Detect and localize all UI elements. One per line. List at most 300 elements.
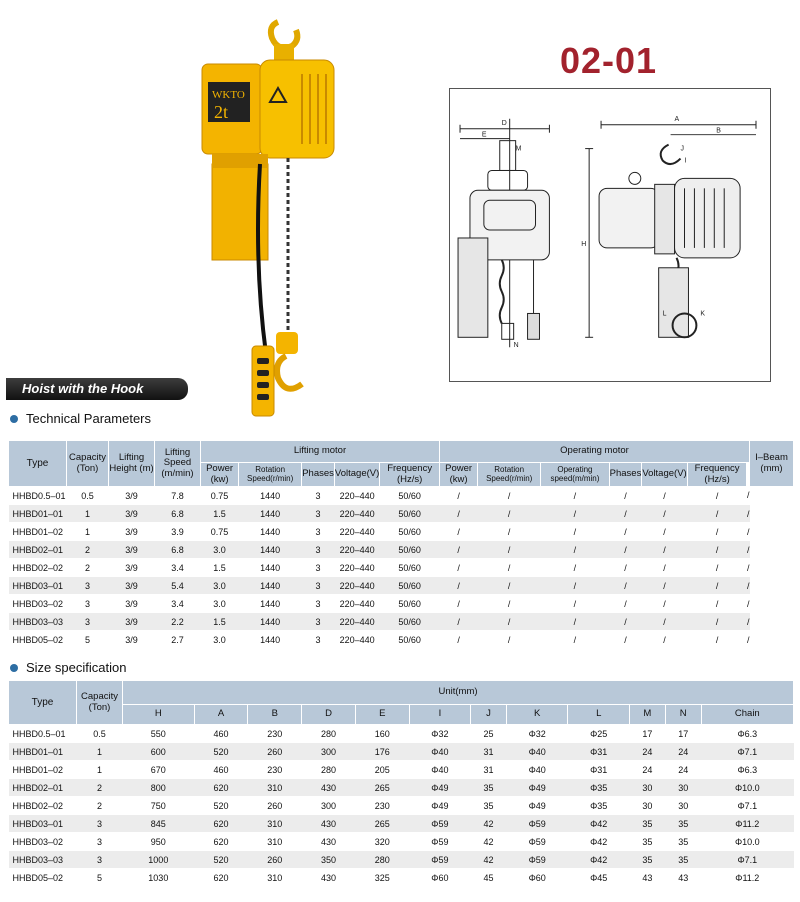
table-cell: Φ7.1 xyxy=(701,851,793,869)
table-cell: 310 xyxy=(248,833,302,851)
col-unit: Unit(mm) xyxy=(123,681,794,705)
table-row xyxy=(9,851,794,869)
table-cell: 265 xyxy=(355,779,409,797)
table-cell: 1030 xyxy=(123,869,195,887)
table-cell: Φ40 xyxy=(506,743,568,761)
table-row xyxy=(9,541,794,559)
table-cell: / xyxy=(642,487,687,505)
table-cell: 350 xyxy=(302,851,356,869)
table-cell: / xyxy=(541,613,609,631)
table-cell: / xyxy=(642,559,687,577)
col-lm-frequency: Frequency (Hz/s) xyxy=(380,463,440,487)
table-cell: 260 xyxy=(248,797,302,815)
bullet-icon xyxy=(10,664,18,672)
table-cell: / xyxy=(747,577,750,595)
table-cell: 30 xyxy=(629,797,665,815)
table-cell: 220–440 xyxy=(334,595,379,613)
table-cell: 0.5 xyxy=(67,487,109,505)
table-cell: HHBD02–01 xyxy=(9,541,67,559)
table-cell: 24 xyxy=(665,761,701,779)
table-cell: / xyxy=(687,487,747,505)
table-cell: 3.9 xyxy=(155,523,201,541)
col-om-power: Power (kw) xyxy=(440,463,478,487)
hoist-product-photo xyxy=(190,14,340,424)
table-cell: / xyxy=(609,631,642,649)
table-cell: / xyxy=(687,613,747,631)
table-cell: 1 xyxy=(67,523,109,541)
table-cell: / xyxy=(440,487,478,505)
table-cell: 2.7 xyxy=(155,631,201,649)
table-cell: / xyxy=(642,631,687,649)
col-capacity: Capacity (Ton) xyxy=(67,441,109,487)
col-dimension: B xyxy=(248,705,302,725)
table-cell: / xyxy=(747,595,750,613)
table-cell: / xyxy=(541,505,609,523)
table-cell: 430 xyxy=(302,779,356,797)
table-cell: 1440 xyxy=(239,541,302,559)
table-cell: / xyxy=(541,631,609,649)
table-cell: 220–440 xyxy=(334,577,379,595)
table-cell: / xyxy=(687,577,747,595)
table-cell: / xyxy=(440,523,478,541)
col-lifting-height: Lifting Height (m) xyxy=(109,441,155,487)
table-cell: Φ40 xyxy=(409,743,471,761)
table-cell: 1 xyxy=(77,761,123,779)
table-cell: 3 xyxy=(67,577,109,595)
col-dimension: K xyxy=(506,705,568,725)
table-cell: 1440 xyxy=(239,577,302,595)
table-cell: 620 xyxy=(194,779,248,797)
table-cell: Φ35 xyxy=(568,797,630,815)
table-cell: Φ49 xyxy=(506,779,568,797)
table-cell: 230 xyxy=(248,725,302,743)
col-lm-voltage: Voltage(V) xyxy=(334,463,379,487)
table-cell: 50/60 xyxy=(380,631,440,649)
table-cell: 50/60 xyxy=(380,559,440,577)
table-cell: HHBD03–02 xyxy=(9,833,77,851)
table-cell: 30 xyxy=(665,797,701,815)
col-lm-power: Power (kw) xyxy=(201,463,239,487)
table-cell: 17 xyxy=(629,725,665,743)
table-cell: HHBD03–03 xyxy=(9,613,67,631)
table-cell: Φ32 xyxy=(506,725,568,743)
table-cell: 50/60 xyxy=(380,595,440,613)
table-cell: 230 xyxy=(248,761,302,779)
capacity-label: 2t xyxy=(214,102,229,122)
table-cell: 35 xyxy=(665,833,701,851)
table-cell: / xyxy=(541,577,609,595)
label-n: N xyxy=(513,342,519,350)
table-cell: 520 xyxy=(194,851,248,869)
table-cell: 1440 xyxy=(239,613,302,631)
table-cell: 260 xyxy=(248,743,302,761)
table-cell: 300 xyxy=(302,797,356,815)
table-cell: 3 xyxy=(302,505,335,523)
table-cell: 3 xyxy=(302,523,335,541)
table-cell: Φ7.1 xyxy=(701,797,793,815)
table-cell: HHBD05–02 xyxy=(9,869,77,887)
table-cell: 2 xyxy=(77,797,123,815)
table-cell: / xyxy=(747,541,750,559)
table-cell: / xyxy=(541,487,609,505)
table-cell: 750 xyxy=(123,797,195,815)
table-cell: Φ59 xyxy=(506,815,568,833)
col-dimension: N xyxy=(665,705,701,725)
col-dimension: L xyxy=(568,705,630,725)
table-cell: Φ25 xyxy=(568,725,630,743)
table-cell: 42 xyxy=(471,815,507,833)
table-cell: 1000 xyxy=(123,851,195,869)
table-cell: 30 xyxy=(629,779,665,797)
table-cell: 42 xyxy=(471,833,507,851)
table-cell: 160 xyxy=(355,725,409,743)
table-cell: Φ10.0 xyxy=(701,833,793,851)
col-lm-rotation: Rotation Speed(r/min) xyxy=(239,463,302,487)
table-cell: 24 xyxy=(629,761,665,779)
table-cell: 50/60 xyxy=(380,577,440,595)
table-cell: / xyxy=(642,505,687,523)
section-banner-label: Hoist with the Hook xyxy=(22,381,144,396)
table-cell: 430 xyxy=(302,815,356,833)
table-cell: 5 xyxy=(67,631,109,649)
table-cell: 50/60 xyxy=(380,613,440,631)
table-cell: 25 xyxy=(471,725,507,743)
table-cell: 3 xyxy=(302,559,335,577)
table-cell: 220–440 xyxy=(334,487,379,505)
table-cell: 3.0 xyxy=(201,595,239,613)
col-dimension: E xyxy=(355,705,409,725)
table-row xyxy=(9,577,794,595)
table-cell: / xyxy=(478,559,541,577)
table-cell: HHBD0.5–01 xyxy=(9,725,77,743)
table-cell: / xyxy=(747,631,750,649)
table-cell: 5 xyxy=(77,869,123,887)
technical-parameters-table xyxy=(8,440,794,649)
size-specification-heading xyxy=(10,660,126,675)
table-row xyxy=(9,779,794,797)
table-cell: 0.75 xyxy=(201,487,239,505)
table-cell: 550 xyxy=(123,725,195,743)
table-cell: 3 xyxy=(77,851,123,869)
table-cell: Φ49 xyxy=(409,779,471,797)
table-cell: 3/9 xyxy=(109,541,155,559)
table-cell: 3 xyxy=(67,613,109,631)
model-code-title: 02-01 xyxy=(560,40,658,81)
table-cell: HHBD01–01 xyxy=(9,505,67,523)
table-cell: / xyxy=(478,523,541,541)
table-cell: 3/9 xyxy=(109,505,155,523)
col-dimension: I xyxy=(409,705,471,725)
table-cell: 3/9 xyxy=(109,631,155,649)
technical-parameters-heading xyxy=(10,411,151,426)
table-cell: / xyxy=(609,505,642,523)
table-row xyxy=(9,595,794,613)
table-cell: 1440 xyxy=(239,487,302,505)
table-cell: / xyxy=(687,631,747,649)
table-row xyxy=(9,761,794,779)
table-cell: 50/60 xyxy=(380,487,440,505)
table-cell: Φ11.2 xyxy=(701,815,793,833)
table-cell: HHBD03–01 xyxy=(9,577,67,595)
table-cell: 3 xyxy=(302,595,335,613)
table-cell: / xyxy=(609,523,642,541)
table-cell: / xyxy=(541,595,609,613)
table-cell: 6.8 xyxy=(155,541,201,559)
table-cell: / xyxy=(541,541,609,559)
table-cell: Φ59 xyxy=(409,815,471,833)
col-dimension: J xyxy=(471,705,507,725)
table-cell: 2 xyxy=(67,559,109,577)
table-cell: / xyxy=(687,559,747,577)
table-cell: 280 xyxy=(302,761,356,779)
table-cell: 310 xyxy=(248,815,302,833)
table-row xyxy=(9,487,794,505)
col-lifting-motor: Lifting motor xyxy=(201,441,440,463)
table-cell: 3 xyxy=(302,577,335,595)
table-cell: HHBD03–03 xyxy=(9,851,77,869)
table-cell: 1440 xyxy=(239,559,302,577)
table-cell: HHBD0.5–01 xyxy=(9,487,67,505)
label-k: K xyxy=(700,310,706,318)
table-cell: 35 xyxy=(629,833,665,851)
table-cell: / xyxy=(478,505,541,523)
col-lifting-speed: Lifting Speed (m/min) xyxy=(155,441,201,487)
table-cell: / xyxy=(687,541,747,559)
table-cell: / xyxy=(478,595,541,613)
table-cell: 430 xyxy=(302,833,356,851)
table-cell: 31 xyxy=(471,743,507,761)
table-cell: 2 xyxy=(67,541,109,559)
table-cell: 3/9 xyxy=(109,559,155,577)
table-cell: 35 xyxy=(629,851,665,869)
col-dimension: H xyxy=(123,705,195,725)
table-cell: 600 xyxy=(123,743,195,761)
table-cell: 620 xyxy=(194,815,248,833)
col-dimension: D xyxy=(302,705,356,725)
table-cell: Φ40 xyxy=(409,761,471,779)
table-cell: 3/9 xyxy=(109,577,155,595)
table-cell: HHBD05–02 xyxy=(9,631,67,649)
table-cell: / xyxy=(747,505,750,523)
table-cell: / xyxy=(478,541,541,559)
table-cell: 176 xyxy=(355,743,409,761)
table-cell: 620 xyxy=(194,869,248,887)
table-row xyxy=(9,833,794,851)
table-cell: Φ10.0 xyxy=(701,779,793,797)
table-cell: 230 xyxy=(355,797,409,815)
table-cell: 35 xyxy=(629,815,665,833)
table-cell: 6.8 xyxy=(155,505,201,523)
technical-parameters-title: Technical Parameters xyxy=(26,411,151,426)
table-cell: 7.8 xyxy=(155,487,201,505)
table-cell: 2 xyxy=(77,779,123,797)
table-cell: / xyxy=(747,523,750,541)
table-cell: 30 xyxy=(665,779,701,797)
table-cell: 43 xyxy=(665,869,701,887)
table-cell: Φ42 xyxy=(568,833,630,851)
table-cell: / xyxy=(609,595,642,613)
col-om-phases: Phases xyxy=(609,463,642,487)
table-cell: / xyxy=(642,541,687,559)
table-cell: 260 xyxy=(248,851,302,869)
table-cell: 310 xyxy=(248,869,302,887)
table-cell: 310 xyxy=(248,779,302,797)
table-cell: 0.5 xyxy=(77,725,123,743)
table-cell: 460 xyxy=(194,761,248,779)
table-cell: 50/60 xyxy=(380,505,440,523)
table-cell: 35 xyxy=(665,815,701,833)
bullet-icon xyxy=(10,415,18,423)
label-i: I xyxy=(684,157,687,165)
table-row xyxy=(9,743,794,761)
section-banner xyxy=(6,378,188,400)
table-cell: 3.0 xyxy=(201,577,239,595)
label-m: M xyxy=(515,145,522,153)
table-cell: 1.5 xyxy=(201,559,239,577)
col-om-frequency: Frequency (Hz/s) xyxy=(687,463,747,487)
table-cell: 2.2 xyxy=(155,613,201,631)
table-cell: 220–440 xyxy=(334,631,379,649)
table-cell: HHBD01–01 xyxy=(9,743,77,761)
table-cell: 3/9 xyxy=(109,523,155,541)
table-cell: / xyxy=(478,613,541,631)
col-lm-phases: Phases xyxy=(302,463,335,487)
table-cell: Φ45 xyxy=(568,869,630,887)
table-cell: HHBD02–02 xyxy=(9,797,77,815)
table-row xyxy=(9,725,794,743)
table-cell: Φ49 xyxy=(506,797,568,815)
table-cell: 1 xyxy=(77,743,123,761)
table-cell: 3 xyxy=(302,613,335,631)
table-cell: Φ59 xyxy=(409,833,471,851)
table-cell: 0.75 xyxy=(201,523,239,541)
table-cell: 460 xyxy=(194,725,248,743)
table-cell: 280 xyxy=(355,851,409,869)
table-cell: 1440 xyxy=(239,505,302,523)
table-cell: / xyxy=(642,613,687,631)
col-dimension: Chain xyxy=(701,705,793,725)
table-cell: / xyxy=(687,505,747,523)
table-cell: Φ60 xyxy=(409,869,471,887)
table-cell: Φ59 xyxy=(506,851,568,869)
table-cell: / xyxy=(478,577,541,595)
table-cell: 3.0 xyxy=(201,631,239,649)
table-cell: 3 xyxy=(77,815,123,833)
label-e: E xyxy=(481,131,487,139)
table-cell: Φ49 xyxy=(409,797,471,815)
table-cell: 3/9 xyxy=(109,613,155,631)
table-cell: / xyxy=(478,631,541,649)
table-cell: Φ35 xyxy=(568,779,630,797)
table-cell: 3 xyxy=(67,595,109,613)
table-cell: 430 xyxy=(302,869,356,887)
table-cell: 24 xyxy=(665,743,701,761)
table-cell: / xyxy=(747,487,750,505)
table-cell: 31 xyxy=(471,761,507,779)
table-cell: / xyxy=(478,487,541,505)
table-cell: 3 xyxy=(302,631,335,649)
table-cell: 50/60 xyxy=(380,523,440,541)
table-cell: / xyxy=(440,577,478,595)
table-cell: 280 xyxy=(302,725,356,743)
table-cell: / xyxy=(642,577,687,595)
table-row xyxy=(9,869,794,887)
table-cell: / xyxy=(440,613,478,631)
table-cell: / xyxy=(609,487,642,505)
col-dimension: A xyxy=(194,705,248,725)
table-cell: 220–440 xyxy=(334,523,379,541)
table-cell: 520 xyxy=(194,797,248,815)
col-capacity: Capacity (Ton) xyxy=(77,681,123,725)
table-cell: Φ59 xyxy=(506,833,568,851)
table-cell: 1440 xyxy=(239,523,302,541)
table-cell: / xyxy=(440,505,478,523)
table-cell: 3.0 xyxy=(201,541,239,559)
col-operating-motor: Operating motor xyxy=(440,441,750,463)
col-om-voltage: Voltage(V) xyxy=(642,463,687,487)
table-cell: / xyxy=(440,541,478,559)
table-cell: 3/9 xyxy=(109,487,155,505)
table-row xyxy=(9,613,794,631)
table-cell: / xyxy=(541,523,609,541)
table-cell: HHBD03–02 xyxy=(9,595,67,613)
table-cell: 950 xyxy=(123,833,195,851)
table-cell: 3 xyxy=(302,487,335,505)
table-cell: 24 xyxy=(629,743,665,761)
table-cell: 1440 xyxy=(239,595,302,613)
table-cell: 800 xyxy=(123,779,195,797)
table-cell: / xyxy=(687,523,747,541)
label-d: D xyxy=(501,119,507,127)
table-cell: / xyxy=(440,559,478,577)
table-cell: 17 xyxy=(665,725,701,743)
table-cell: 220–440 xyxy=(334,505,379,523)
table-cell: Φ31 xyxy=(568,761,630,779)
table-cell: HHBD03–01 xyxy=(9,815,77,833)
table-cell: 845 xyxy=(123,815,195,833)
table-row xyxy=(9,815,794,833)
table-cell: / xyxy=(609,613,642,631)
table-cell: / xyxy=(687,595,747,613)
table-cell: / xyxy=(642,595,687,613)
table-cell: 320 xyxy=(355,833,409,851)
table-cell: 3 xyxy=(302,541,335,559)
table-cell: 35 xyxy=(665,851,701,869)
col-dimension: M xyxy=(629,705,665,725)
table-cell: 670 xyxy=(123,761,195,779)
size-specification-title: Size specification xyxy=(26,660,127,675)
table-cell: Φ59 xyxy=(409,851,471,869)
label-l: L xyxy=(662,310,667,318)
col-type: Type xyxy=(9,681,77,725)
table-cell: HHBD01–02 xyxy=(9,761,77,779)
table-cell: 205 xyxy=(355,761,409,779)
table-cell: Φ40 xyxy=(506,761,568,779)
table-cell: / xyxy=(541,559,609,577)
table-cell: 45 xyxy=(471,869,507,887)
table-cell: / xyxy=(747,559,750,577)
table-cell: 265 xyxy=(355,815,409,833)
table-cell: / xyxy=(609,559,642,577)
table-cell: 43 xyxy=(629,869,665,887)
table-cell: 5.4 xyxy=(155,577,201,595)
label-a: A xyxy=(674,115,680,123)
table-cell: / xyxy=(747,613,750,631)
table-cell: 35 xyxy=(471,797,507,815)
table-cell: 220–440 xyxy=(334,541,379,559)
table-cell: 325 xyxy=(355,869,409,887)
table-cell: 220–440 xyxy=(334,613,379,631)
